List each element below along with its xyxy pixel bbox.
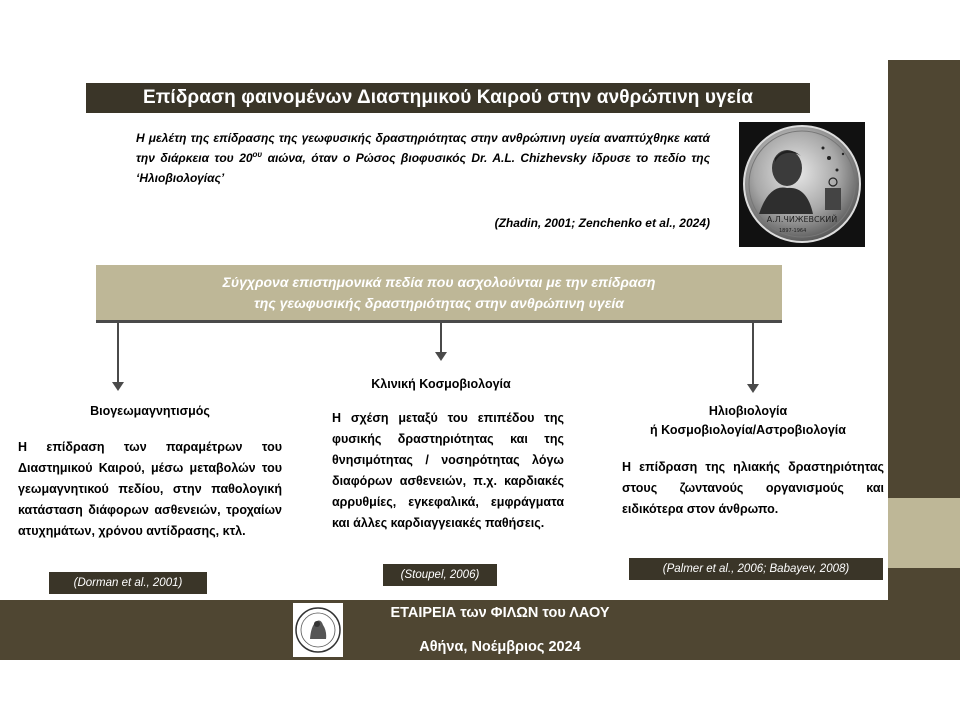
- coin-illustration: [739, 122, 865, 247]
- coin-years: 1897-1964: [779, 228, 807, 234]
- column-heliobiology-heading-line1: Ηλιοβιολογία: [708, 404, 788, 418]
- column-biogeomagnetism-text: Η επίδραση των παραμέτρων του Διαστημικού Καιρού, μέσω μεταβολών του γεωμαγνητικού πεδίου, στην παθολογική κατάσταση διάφορων ασθενειών, τροχαίων ατυχημάτων, χρόνου αντίδρασης, κτλ.: [18, 440, 282, 538]
- intro-text-before: Η μελέτη της επίδρασης της γεωφυσικής δραστηριότητας στην ανθρώπινη υγεία αναπτύχθηκε κατά την διάρκεια του 20: [136, 131, 710, 165]
- column-biogeomagnetism-heading: Βιογεωμαγνητισμός: [90, 404, 210, 418]
- column-heliobiology-text: Η επίδραση της ηλιακής δραστηριότητας στους ζωντανούς οργανισμούς και ειδικότερα στον άνθρωπο.: [622, 460, 884, 516]
- intro-citation: (Zhadin, 2001; Zenchenko et al., 2024): [494, 216, 710, 230]
- side-bar-dark: [888, 60, 960, 498]
- intro-text-after: αιώνα, όταν ο Ρώσος βιοφυσικός Dr. A.L. Chizhevsky ίδρυσε το πεδίο της ‘Ηλιοβιολογίας’: [136, 151, 711, 185]
- arrow-left-head-icon: [112, 382, 124, 391]
- footer-place-date: Αθήνα, Νοέμβριος 2024: [419, 639, 581, 655]
- society-seal-logo: [293, 603, 343, 657]
- fields-banner-line1: Σύγχρονα επιστημονικά πεδία που ασχολούνται με την επίδραση: [222, 274, 656, 290]
- fields-banner: [96, 265, 782, 321]
- arrow-left-shaft: [117, 323, 119, 383]
- column-clinical-cosmobiology-text: Η σχέση μεταξύ του επιπέδου της φυσικής δραστηριότητας και της θνησιμότητας / νοσηρότητας λόγω διαφόρων ασθενειών, π.χ. καρδιακές αρρυθμίες, εγκεφαλικά, εμφράγματα και άλλες καρδιαγγειακές παθήσεις.: [332, 411, 564, 530]
- arrow-center-shaft: [440, 323, 442, 353]
- intro-superscript: ου: [252, 150, 263, 159]
- arrow-center-head-icon: [435, 352, 447, 361]
- side-bar-dark-lower: [888, 568, 960, 600]
- intro-paragraph: [136, 128, 710, 188]
- banner-underline: [96, 320, 782, 323]
- column-heliobiology-heading-line2: ή Κοσμοβιολογία/Αστροβιολογία: [650, 423, 846, 437]
- slide-title: Επίδραση φαινομένων Διαστημικού Καιρού στην ανθρώπινη υγεία: [86, 83, 810, 113]
- arrow-right-shaft: [752, 323, 754, 385]
- fields-banner-line2: της γεωφυσικής δραστηριότητας στην ανθρώπινη υγεία: [254, 295, 624, 311]
- arrow-right-head-icon: [747, 384, 759, 393]
- column-clinical-cosmobiology-citation: (Stoupel, 2006): [383, 564, 497, 586]
- chizhevsky-coin-image: [739, 122, 865, 247]
- column-biogeomagnetism-citation: (Dorman et al., 2001): [49, 572, 207, 594]
- footer-organization: ΕΤΑΙΡΕΙΑ των ΦΙΛΩΝ του ΛΑΟΥ: [390, 605, 610, 621]
- side-bar-khaki: [888, 498, 960, 568]
- coin-inscription: А.Л.ЧИЖЕВСКИЙ: [766, 215, 838, 224]
- column-heliobiology-citation: (Palmer et al., 2006; Babayev, 2008): [629, 558, 883, 580]
- column-clinical-cosmobiology-heading: Κλινική Κοσμοβιολογία: [371, 377, 511, 391]
- seal-emblem-icon: [293, 603, 343, 657]
- column-heliobiology-heading: [612, 404, 884, 437]
